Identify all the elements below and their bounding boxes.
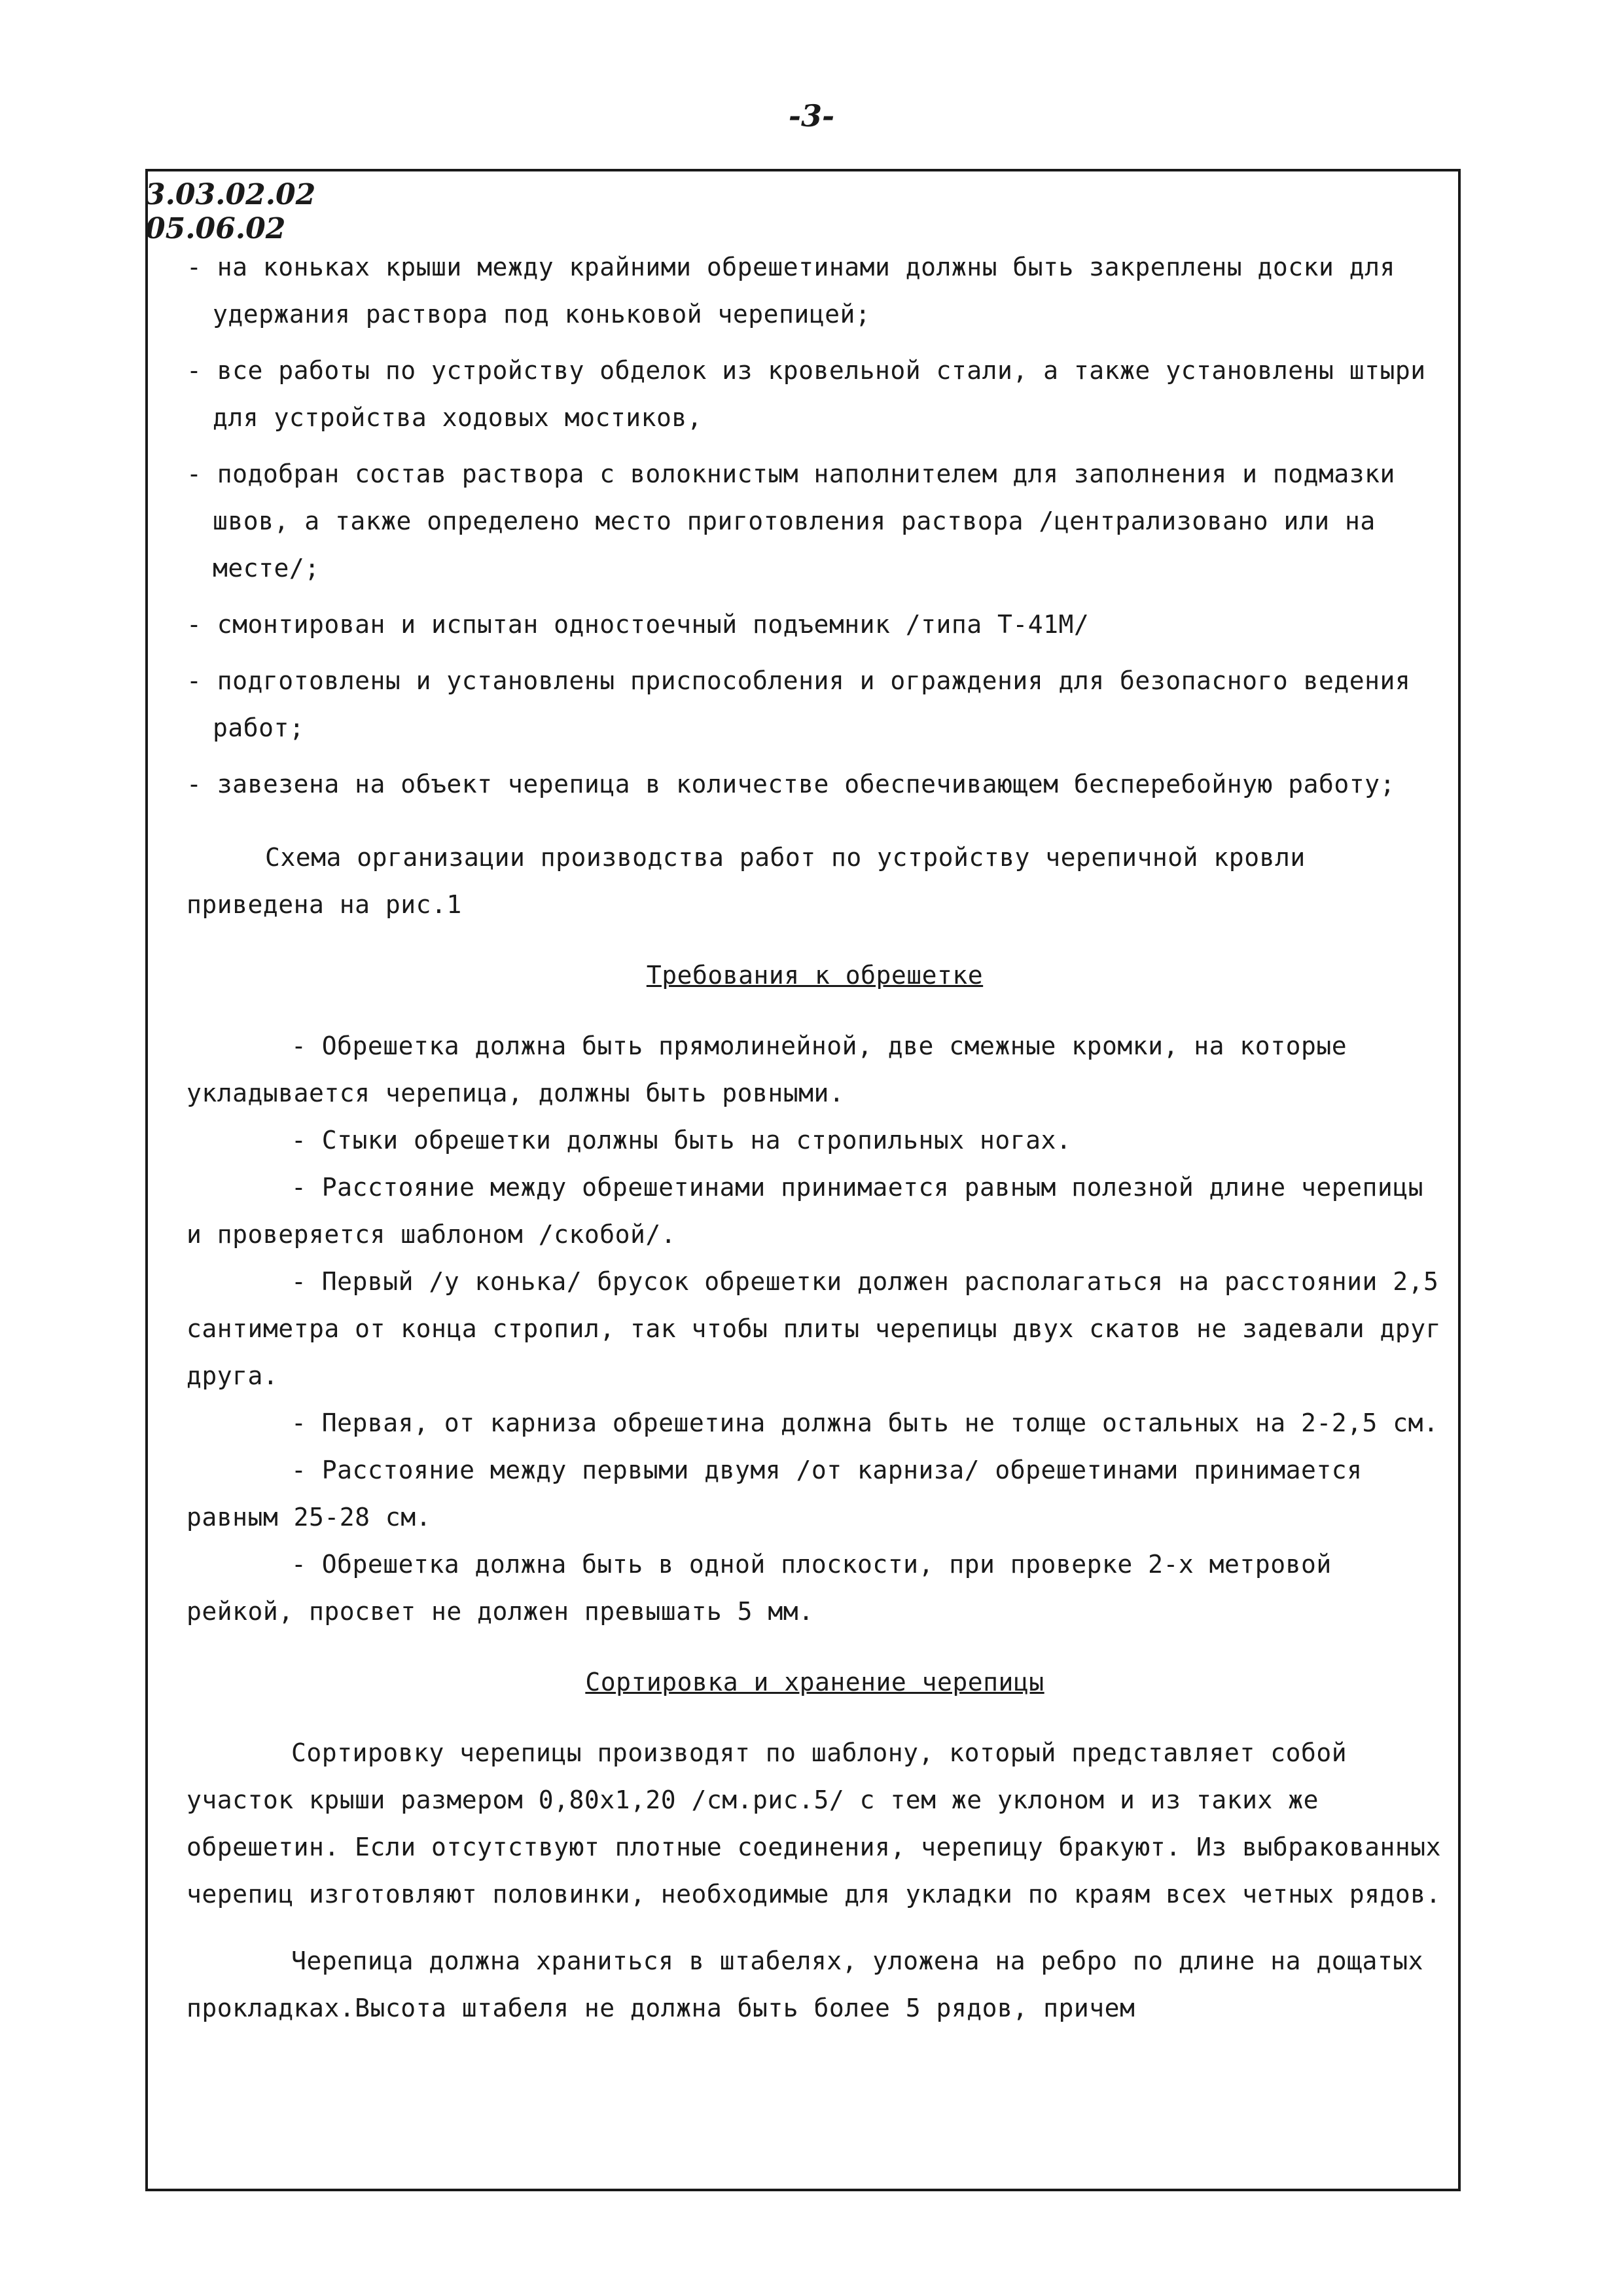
scheme-paragraph: Схема организации производства работ по устройству черепичной кровли приведена на рис.1 <box>187 843 1306 919</box>
requirement-item: - Расстояние между первыми двумя /от карниза/ обрешетинами принимается равным 25-28 см. <box>187 1456 1363 1532</box>
list-item: - завезена на объект черепица в количестве обеспечивающем бесперебойную работу; <box>187 770 1395 798</box>
section-heading-sorting: Сортировка и хранение черепицы <box>585 1668 1044 1696</box>
requirement-item: - Стыки обрешетки должны быть на стропильных ногах. <box>291 1126 1072 1155</box>
sorting-paragraph: Сортировку черепицы производят по шаблону, который представляет собой участок крыши размером 0,80х1,20 /см.рис.5/ с тем же уклоном и из таких же обрешетин. Если отсутствуют плотные соединения, черепицу бракуют. Из выбракованных черепиц изготовляют половинки, необходимые для укладки по краям всех четных рядов. <box>187 1738 1441 1909</box>
list-item: - на коньках крыши между крайними обрешетинами должны быть закреплены доски для удержания раствора под коньковой черепицей; <box>187 253 1395 329</box>
requirement-item: - Обрешетка должна быть прямолинейной, две смежные кромки, на которые укладывается черепица, должны быть ровными. <box>187 1031 1347 1107</box>
list-item: - смонтирован и испытан одностоечный подъемник /типа Т-41М/ <box>187 610 1090 639</box>
document-body <box>187 243 1443 2032</box>
document-code: 3.03.02.02 <box>145 178 316 211</box>
requirement-item: - Первый /у конька/ брусок обрешетки должен располагаться на расстоянии 2,5 сантиметра от конца стропил, так чтобы плиты черепицы двух скатов не задевали друг друга. <box>187 1267 1441 1390</box>
section-heading-requirements: Требования к обрешетке <box>646 961 984 990</box>
requirement-item: - Первая, от карниза обрешетина должна быть не толще остальных на 2-2,5 см. <box>291 1408 1439 1437</box>
list-item: - подобран состав раствора с волокнистым наполнителем для заполнения и подмазки швов, а также определено место приготовления раствора /централизовано или на месте/; <box>187 459 1395 583</box>
requirement-item: - Обрешетка должна быть в одной плоскости, при проверке 2-х метровой рейкой, просвет не должен превышать 5 мм. <box>187 1550 1332 1626</box>
requirements-list <box>187 1022 1443 1635</box>
preparation-list <box>187 243 1443 808</box>
list-item: - все работы по устройству обделок из кровельной стали, а также установлены штыри для устройства ходовых мостиков, <box>187 356 1426 432</box>
document-codes <box>145 178 315 246</box>
requirement-item: - Расстояние между обрешетинами принимается равным полезной длине черепицы и проверяется шаблоном /скобой/. <box>187 1173 1423 1249</box>
list-item: - подготовлены и установлены приспособления и ограждения для безопасного ведения работ; <box>187 666 1411 742</box>
storage-paragraph: Черепица должна храниться в штабелях, уложена на ребро по длине на дощатых прокладках.Высота штабеля не должна быть более 5 рядов, причем <box>187 1946 1423 2022</box>
document-code: 05.06.02 <box>145 212 286 245</box>
page-number: -3- <box>788 98 835 134</box>
